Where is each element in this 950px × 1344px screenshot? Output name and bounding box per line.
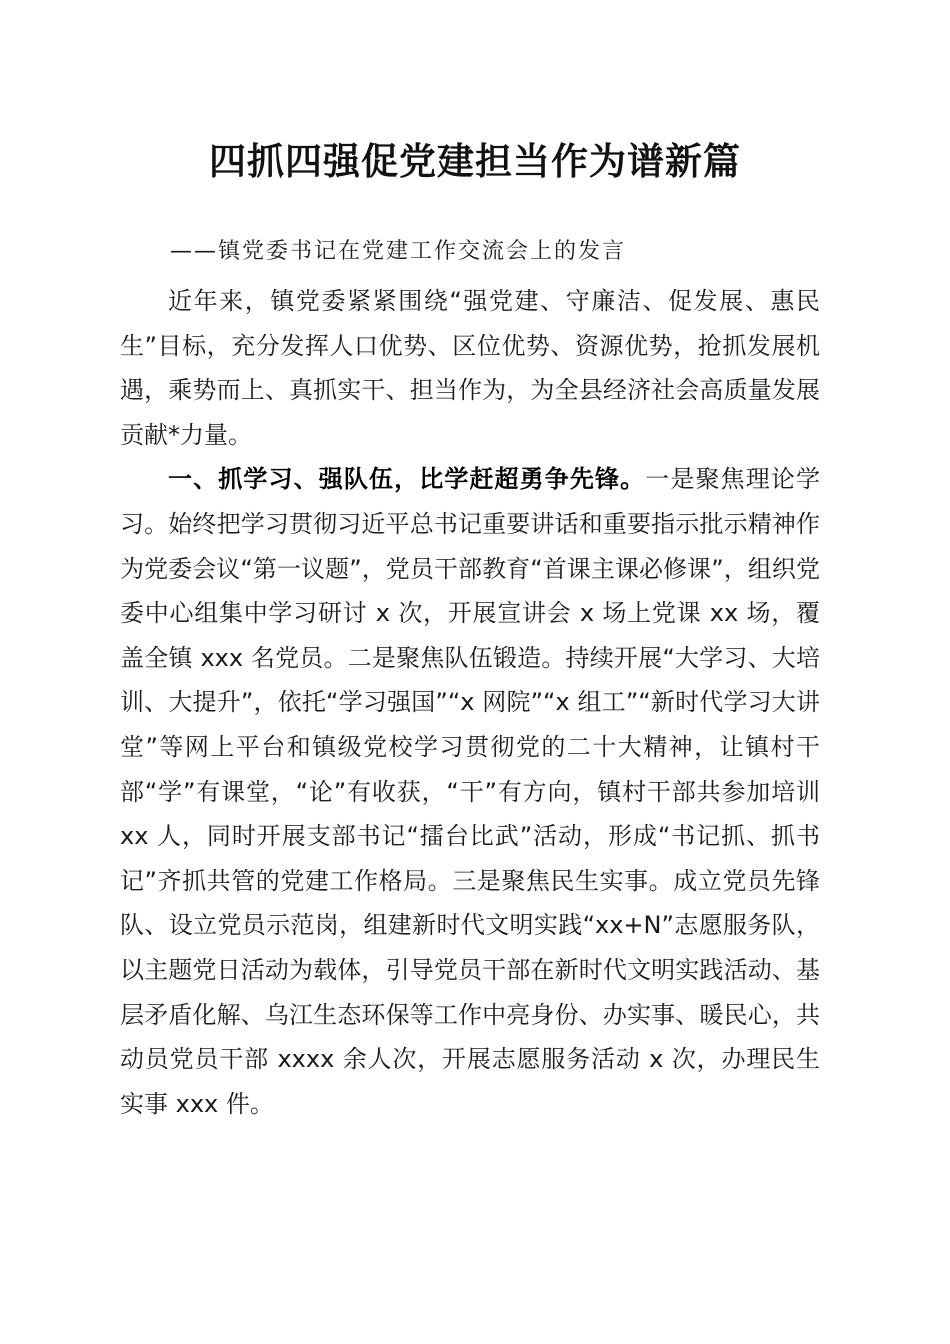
section-1-text: 一是聚焦理论学习。始终把学习贯彻习近平总书记重要讲话和重要指示批示精神作为党委会议“第一议题”，党员干部教育“首课主课必修课”，组织党委中心组集中学习研讨 x 次，开展宣讲会 x 场上党课 xx 场，覆盖全镇 xxx 名党员。二是聚焦队伍锻造。持续开展“大学习、大培训、大提升”，依托“学习强国”“x 网院”“x 组工”“新时代学习大讲堂”等网上平台和镇级党校学习贯彻党的二十大精神，让镇村干部“学”有课堂，“论”有收获，“干”有方向，镇村干部共参加培训 xx 人，同时开展支部书记“擂台比武”活动，形成“书记抓、抓书记”齐抓共管的党建工作格局。三是聚焦民生实事。成立党员先锋队、设立党员示范岗，组建新时代文明实践“xx+N”志愿服务队，以主题党日活动为载体，引导党员干部在新时代文明实践活动、基层矛盾化解、乌江生态环保等工作中亮身份、办实事、暖民心，共动员党员干部 xxxx 余人次，开展志愿服务活动 x 次，办理民生实事 xxx 件。 — [120, 465, 821, 1118]
document-title: 四抓四强促党建担当作为谱新篇 — [209, 139, 741, 183]
document-body — [120, 279, 820, 1126]
document-subtitle: ——镇党委书记在党建工作交流会上的发言 — [170, 239, 627, 264]
intro-paragraph: 近年来，镇党委紧紧围绕“强党建、守廉洁、促发展、惠民生”目标，充分发挥人口优势、区位优势、资源优势，抢抓发展机遇，乘势而上、真抓实干、担当作为，为全县经济社会高质量发展贡献*力量。 — [120, 287, 820, 449]
section-1-paragraph — [120, 457, 820, 1126]
section-1-heading: 一、抓学习、强队伍，比学赶超勇争先锋。 — [168, 465, 646, 494]
